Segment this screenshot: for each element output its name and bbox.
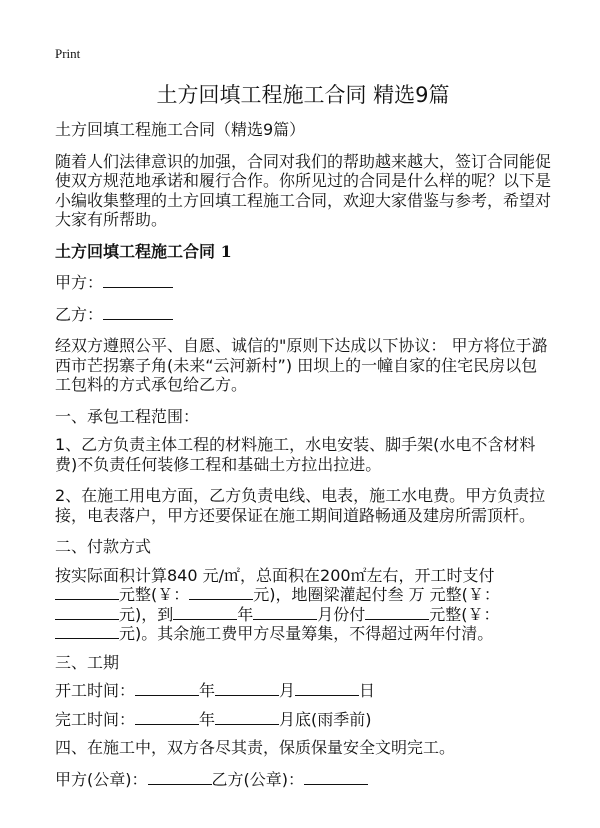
party-b-blank <box>103 305 173 320</box>
duty-paragraph: 四、在施工中，双方各尽其责，保质保量安全文明完工。 <box>55 738 456 757</box>
blank <box>55 585 119 600</box>
start-label: 开工时间： <box>55 681 136 700</box>
payment-heading: 二、付款方式 <box>55 537 152 556</box>
blank <box>135 681 199 696</box>
subtitle: 土方回填工程施工合同（精选9篇） <box>55 120 306 139</box>
payment-text: 元)。其余施工费甲方尽量筹集，不得超过两年付清。 <box>119 624 494 643</box>
start-time-line <box>55 681 551 701</box>
blank <box>148 770 212 785</box>
payment-text: 年 <box>237 604 254 624</box>
blank <box>304 770 368 785</box>
blank <box>295 681 359 696</box>
day-label: 日 <box>359 681 376 700</box>
end-time-line <box>55 710 551 730</box>
payment-paragraph <box>55 566 551 644</box>
month-label: 月 <box>279 681 296 700</box>
blank <box>55 624 119 639</box>
blank <box>173 605 237 620</box>
payment-text: 元)，到 <box>119 604 174 624</box>
year-label: 年 <box>199 681 216 700</box>
year-label: 年 <box>199 709 216 729</box>
blank <box>365 605 429 620</box>
page-title: 土方回填工程施工合同 精选9篇 <box>156 83 450 107</box>
scope-item-2: 2、在施工用电方面，乙方负责电线、电表，施工水电费。甲方负责拉接，电表落户，甲方还要保证在施工期间道路畅通及建房所需顶杆。 <box>55 486 546 525</box>
blank <box>55 605 119 620</box>
scope-item-1: 1、乙方负责主体工程的材料施工，水电安装、脚手架(水电不含材料费)不负责任何装修工程和基础土方拉出拉进。 <box>55 435 536 474</box>
blank <box>189 585 253 600</box>
blank <box>215 681 279 696</box>
blank <box>135 710 199 725</box>
party-a-line <box>55 273 551 293</box>
party-a-blank <box>103 273 173 288</box>
party-b-label: 乙方： <box>55 304 104 324</box>
end-label: 完工时间： <box>55 709 136 729</box>
month-end-label: 月底(雨季前) <box>279 709 372 729</box>
payment-text: 元整(￥： <box>119 585 190 604</box>
payment-text: 按实际面积计算840 元/㎡，总面积在200㎡左右，开工时支付 <box>55 565 495 585</box>
payment-text: 元)，地圈梁灌起付叁 万 元整(￥： <box>253 585 500 604</box>
intro-paragraph: 随着人们法律意识的加强，合同对我们的帮助越来越大，签订合同能促使双方规范地承诺和履行合作。你所见过的合同是什么样的呢？以下是小编收集整理的土方回填工程施工合同，欢迎大家借鉴与参考，希望对大家有所帮助。 <box>55 151 552 229</box>
party-a-label: 甲方： <box>55 273 104 292</box>
payment-text: 月份付 <box>317 604 366 624</box>
seal-a-label: 甲方(公章)： <box>55 769 148 789</box>
seal-line <box>55 770 551 790</box>
period-heading: 三、工期 <box>55 652 120 672</box>
blank <box>215 710 279 725</box>
blank <box>253 605 317 620</box>
print-link[interactable]: Print <box>55 46 81 61</box>
party-b-line <box>55 305 551 325</box>
payment-text: 元整(￥： <box>429 604 500 624</box>
scope-heading: 一、承包工程范围： <box>55 406 200 426</box>
seal-b-label: 乙方(公章)： <box>211 769 304 789</box>
section-heading: 土方回填工程施工合同 1 <box>55 241 232 261</box>
agreement-paragraph: 经双方遵照公平、自愿、诚信的"原则下达成以下协议： 甲方将位于潞西市芒拐寨子角(未来“云河新村”) 田坝上的一幢自家的住宅民房以包工包料的方式承包给乙方。 <box>55 336 548 394</box>
